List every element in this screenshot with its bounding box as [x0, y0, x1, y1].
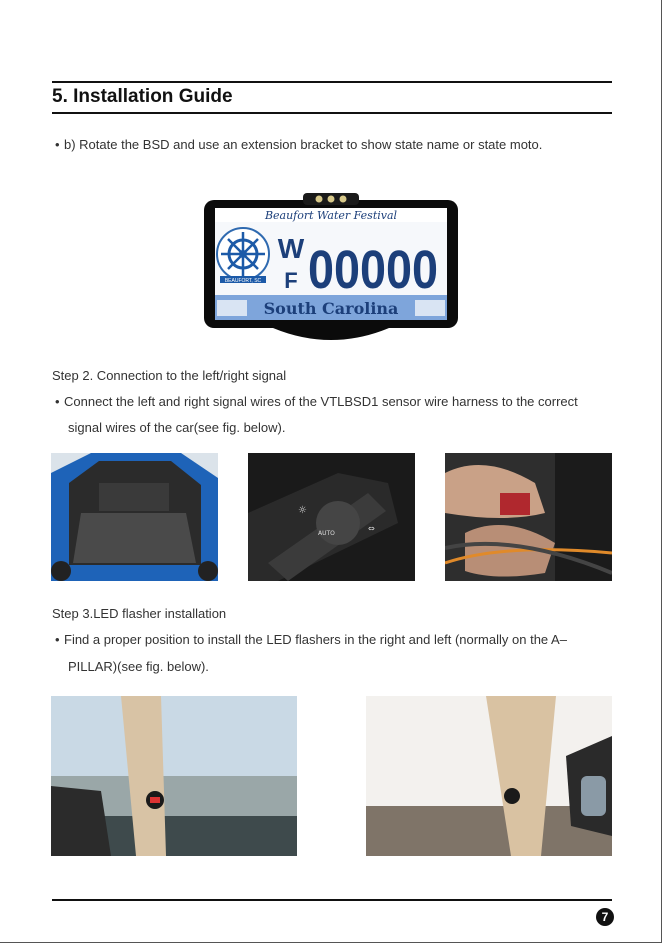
step2-line2: signal wires of the car(see fig. below).: [68, 420, 286, 435]
turn-signal-stalk-photo: [248, 453, 415, 581]
title-bottom-rule: [52, 112, 612, 114]
license-plate-svg: [203, 192, 459, 342]
svg-text:☼: ☼: [298, 505, 307, 516]
step3-bullet: •: [55, 632, 60, 647]
section-title: 5. Installation Guide: [52, 86, 233, 107]
plate-number: 00000: [308, 240, 438, 300]
step3-line1: Find a proper position to install the LED flashers in the right and left (normally on the A–: [64, 632, 567, 647]
step3-heading: Step 3.LED flasher installation: [52, 606, 227, 621]
left-a-pillar-photo: [51, 696, 297, 856]
page-number-badge: 7: [596, 908, 614, 926]
footer-rule: [52, 899, 612, 901]
license-plate-frame-figure: [203, 192, 459, 342]
intro-bullet: •: [55, 137, 60, 152]
step2-bullet: •: [55, 394, 60, 409]
car-trunk-photo: [51, 453, 218, 581]
title-top-rule: [52, 81, 612, 83]
step3-line2: PILLAR)(see fig. below).: [68, 659, 209, 674]
svg-text:AUTO: AUTO: [318, 530, 335, 537]
right-a-pillar-photo: [366, 696, 612, 856]
plate-letter-bottom: F: [284, 268, 298, 293]
plate-top-text: Beaufort Water Festival: [264, 209, 398, 222]
wire-harness-photo: [445, 453, 612, 581]
plate-letter-top: W: [277, 233, 305, 264]
intro-text: b) Rotate the BSD and use an extension bracket to show state name or state moto.: [64, 137, 543, 152]
plate-seal-text: BEAUFORT, SC: [224, 278, 262, 284]
svg-text:⇔: ⇔: [368, 524, 375, 533]
step2-line1: Connect the left and right signal wires of the VTLBSD1 sensor wire harness to the correct: [64, 394, 578, 409]
step2-heading: Step 2. Connection to the left/right signal: [52, 368, 287, 383]
plate-bottom-text: South Carolina: [263, 299, 399, 318]
